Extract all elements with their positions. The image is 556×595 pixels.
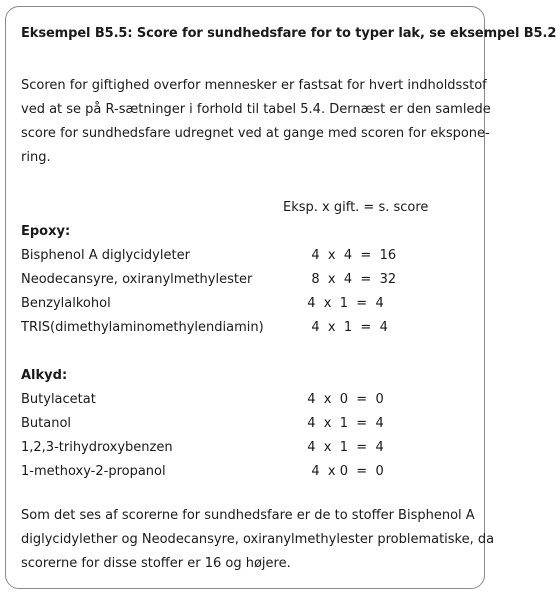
intro-line: Scoren for giftighed overfor mennesker er fastsat for hvert indholdsstof [21, 78, 487, 93]
intro-paragraph [21, 74, 491, 170]
score-calculation: 4 x 1 = 4 [299, 416, 384, 431]
score-calculation: 4 x 1 = 4 [299, 296, 384, 311]
table-row [21, 292, 384, 316]
conclusion-line: Som det ses af scorerne for sundhedsfare er de to stoffer Bisphenol A [21, 508, 475, 523]
conclusion-paragraph [21, 504, 495, 576]
table-row [21, 268, 397, 292]
table-row [21, 412, 384, 436]
example-title: Eksempel B5.5: Score for sundhedsfare for to typer lak, se eksempel B5.2 [21, 26, 556, 41]
substance-name: Benzylalkohol [21, 296, 111, 311]
table-row [21, 436, 384, 460]
score-calculation: 4 x 1 = 4 [299, 440, 384, 455]
conclusion-line: diglycidylether og Neodecansyre, oxiranylmethylester problematiske, da [21, 532, 495, 547]
substance-name: 1,2,3-trihydroxybenzen [21, 440, 173, 455]
substance-name: Neodecansyre, oxiranylmethylester [21, 272, 253, 287]
substance-name: 1-methoxy-2-propanol [21, 464, 166, 479]
group-heading-alkyd: Alkyd: [21, 368, 68, 383]
intro-line: score for sundhedsfare udregnet ved at gange med scoren for ekspone- [21, 126, 490, 141]
substance-name: Bisphenol A diglycidyleter [21, 248, 190, 263]
intro-line: ring. [21, 150, 51, 165]
intro-line: ved at se på R-sætninger i forhold til tabel 5.4. Dernæst er den samlede [21, 102, 491, 117]
conclusion-line: scorerne for disse stoffer er 16 og højere. [21, 556, 291, 571]
column-header: Eksp. x gift. = s. score [283, 200, 429, 215]
substance-name: Butylacetat [21, 392, 96, 407]
table-row [21, 244, 397, 268]
substance-name: Butanol [21, 416, 72, 431]
group-heading-epoxy: Epoxy: [21, 224, 71, 239]
score-calculation: 4 x 1 = 4 [299, 320, 388, 335]
table-row [21, 460, 384, 484]
score-calculation: 4 x 4 = 16 [299, 248, 397, 263]
score-calculation: 8 x 4 = 32 [299, 272, 397, 287]
table-row [21, 388, 384, 412]
table-row [21, 316, 388, 340]
substance-name: TRIS(dimethylaminomethylendiamin) [21, 320, 264, 335]
score-calculation: 4 x 0 = 0 [299, 392, 384, 407]
score-calculation: 4 x 0 = 0 [299, 464, 384, 479]
